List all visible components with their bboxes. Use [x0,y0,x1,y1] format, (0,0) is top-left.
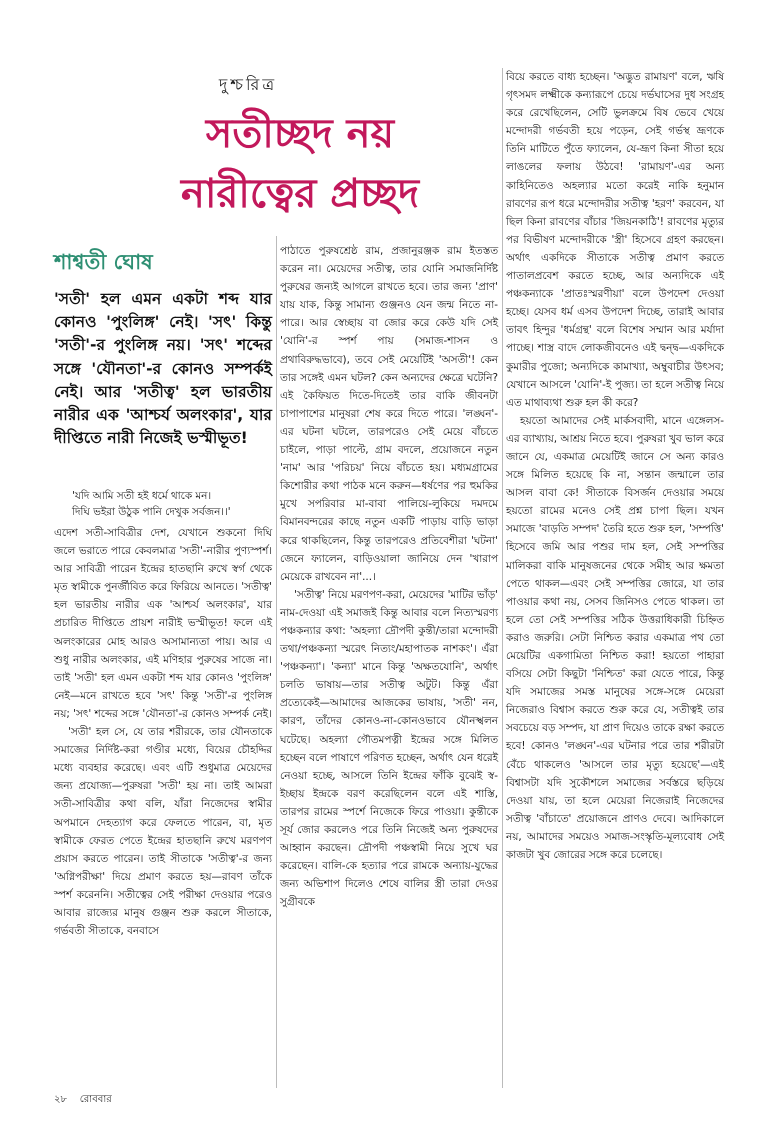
body-paragraph: বিয়ে করতে বাধ্য হচ্ছেন। 'অদ্ভুত রামায়ণ' বলে, ঋষি গৃৎসমদ লক্ষ্মীকে কন্যারূপে চেয়ে দর্ভঘাসের দুধ সংগ্রহ করে রেখেছিলেন, সেটি ভুলক্রমে বিষ ভেবে খেয়ে মন্দোদরী গর্ভবতী হয়ে পড়েন, সেই গর্ভস্থ ভ্রূণকে তিনি মাটিতে পুঁতে ফ্যালেন, যে-ভ্রূণ কিনা সীতা হয়ে লাঙলের ফলায় উঠবে! 'রামায়ণ'-এর অন্য কাহিনিতেও অহল্যার মতো করেই নাকি হনুমান রাবণের রূপ ধরে মন্দোদরীর সতীত্ব 'হরণ' করবেন, যা ছিল কিনা রাবণের বাঁচার 'জিয়নকাঠি'! রাবণের মৃত্যুর পর বিভীষণ মন্দোদরীকে 'স্ত্রী' হিসেবে গ্রহণ করছেন। অর্থাৎ একদিকে সীতাকে সতীত্ব প্রমাণ করতে পাতালপ্রবেশ করতে হচ্ছে, আর অন্যদিকে এই পঞ্চকন্যাকে 'প্রাতঃস্মরণীয়া' বলে উপদেশ দেওয়া হচ্ছে। যেসব ধর্ম এসব উপদেশ দিচ্ছে, তারাই আবার তাবৎ হিন্দুর 'ধর্মগ্রন্থ' বলে বিশেষ সম্মান আর মর্যাদা পাচ্ছে। শাস্ত্র বাদে লোকজীবনেও এই দ্বন্দ্ব—একদিকে কুমারীর পুজো; অন্যদিকে কামাখ্যা, অম্বুবাচীর উৎসব; যেখানে আসলে 'যোনি'-ই পুজ্য। তা হলে সতীত্ব নিয়ে এত মাথাব্যথা শুরু হল কী করে? [506,71,724,409]
body-paragraph: 'সতীত্ব' নিয়ে মরণপণ-করা, মেয়েদের 'মাটির ভাঁড়' নাম-দেওয়া এই সমাজই কিন্তু আবার বলে নিত্যস্মরণ্য পঞ্চকন্যার কথা: 'অহল্যা দ্রৌপদী কুন্তী/তারা মন্দোদরী তথা/পঞ্চকন্যা স্মরেৎ নিত্যং/মহাপাতক নাশকং'। এঁরা 'পঞ্চকন্যা'। 'কন্যা' মানে কিন্তু 'অক্ষতযোনি', অর্থাৎ চলতি ভাষায়—তার সতীত্ব অটুট। কিন্তু এঁরা প্রত্যেকেই—আমাদের আজকের ভাষায়, 'সতী' নন, কারণ, তাঁদের কোনও-না-কোনওভাবে যৌনস্খলন ঘটেছে। অহল্যা গৌতমপত্নী ইন্দ্রের সঙ্গে মিলিত হচ্ছেন বলে পাষাণে পরিণত হচ্ছেন, অর্থাৎ যেন ধরেই নেওয়া হচ্ছে, আসলে তিনি ইন্দ্রের ফাঁকি বুঝেই স্ব-ইচ্ছায় ইন্দ্রকে বরণ করেছিলেন বলে এই শাস্তি, তারপর রামের স্পর্শে নিজেকে ফিরে পাওয়া। কুন্তীকে সূর্য জোর করলেও পরে তিনি নিজেই অন্য পুরুষদের আহ্বান করছেন। দ্রৌপদী পঞ্চস্বামী নিয়ে সুখে ঘর করেছেন। বালি-কে হত্যার পরে রামকে অন্যায়-যুদ্ধের জন্য অভিশাপ দিলেও শেষে বালির স্ত্রী তারা দেওর সুগ্রীবকে [280,588,498,909]
body-paragraph: 'সতী' হল সে, যে তার শরীরকে, তার যৌনতাকে সমাজের নির্দিষ্ট-করা গণ্ডীর মধ্যে, বিয়ের চৌহদ্দির মধ্যে ব্যবহার করেছে। এবং এটি শুধুমাত্র মেয়েদের জন্য প্রযোজ্য—পুরুষরা 'সতী' হয় না। তাই আমরা সতী-সাবিত্রীর কথা বলি, যাঁরা নিজেদের স্বামীর অপমানে দেহত্যাগ করে ফেলতে পারেন, বা, মৃত স্বামীকে ফেরত পেতে ইন্দ্রের হাতছানি রুখে মরণপণ প্রয়াস করতে পারেন। তাই সীতাকে 'সতীত্ব'-র জন্য 'অগ্নিপরীক্ষা' দিয়ে প্রমাণ করতে হয়—রাবণ তাঁকে স্পর্শ করেননি। সতীত্বের সেই পরীক্ষা দেওয়ার পরেও আবার রাজ্যের মানুষ গুঞ্জন শুরু করলে সীতাকে, গর্ভবতী সীতাকে, বনবাসে [54,726,272,938]
headline [150,104,450,224]
epigraph-quote [72,488,272,520]
intro-text: 'সতী' হল এমন একটা শব্দ যার কোনও 'পুংলিঙ্গ' নেই। 'সৎ' কিন্তু 'সতী'-র পুংলিঙ্গ নয়। 'সৎ' শব্দের সঙ্গে 'যৌনতা'-র কোনও সম্পর্কই নেই। আর 'সতীত্ব' হল ভারতীয় নারীর এক 'আশ্চর্য অলংকার', যার দীপ্তিতে নারী নিজেই ভস্মীভূত! [54,290,272,448]
body-column-1 [54,524,272,940]
quote-line-2: দিঘি ভইরা উঠুক পানি দেখুক সর্বজন।।' [72,506,231,518]
column-divider [502,68,503,1088]
column-divider [276,236,277,1088]
body-column-3 [506,68,724,864]
body-paragraph: হয়তো আমাদের সেই মার্কসবাদী, মানে এঙ্গেলস-এর ব্যাখ্যায়, আশ্রয় নিতে হবে। পুরুষরা খুব ভাল করে জানে যে, একমাত্র মেয়েটিই জানে সে অন্য কারও সঙ্গে মিলিত হয়েছে কি না, সন্তান জন্মালে তার আসল বাবা কে! সীতাকে বিসর্জন দেওয়ার সময়ে হয়তো রামের মনেও সেই প্রশ্ন চাপা ছিল। যখন সমাজে 'বাড়তি সম্পদ' তৈরি হতে শুরু হল, 'সম্পত্তি' হিসেবে জমি আর পশুর দাম হল, সেই সম্পত্তির মালিকরা বাকি মানুষজনের থেকে সমীহ আর ক্ষমতা পেতে থাকল—এবং সেই সম্পত্তির জোরে, যা তার পাওয়ার কথা নয়, সেসব জিনিসও পেতে থাকল। তা হলে তো সেই সম্পত্তির সঠিক উত্তরাধিকারী চিহ্নিত করাও জরুরি। সেটা নিশ্চিত করার একমাত্র পথ তো মেয়েটির একগামিতা নিশ্চিত করা! হয়তো পাহারা বসিয়ে সেটা কিছুটা 'নিশ্চিত' করা যেতে পারে, কিন্তু যদি সমাজের সমস্ত মানুষের সঙ্গে-সঙ্গে মেয়েরা নিজেরাও বিশ্বাস করতে শুরু করে যে, সতীত্বই তার সবচেয়ে বড় সম্পদ, যা প্রাণ দিয়েও তাকে রক্ষা করতে হবে! কোনও 'লঙ্ঘন'-এর ঘটনার পরে তার শরীরটা বেঁচে থাকলেও 'আসলে তার মৃত্যু হয়েছে'—এই বিশ্বাসটা যদি সুকৌশলে সমাজের সর্বস্তরে ছড়িয়ে দেওয়া যায়, তা হলে মেয়েরা নিজেরাই নিজেদের সতীত্ব 'বাঁচাতে' প্রয়োজনে প্রাণও দেবে। আদিকালে নয়, আমাদের সময়েও সমাজ-সংস্কৃতি-মূল্যবোধ সেই কাজটা খুব জোরের সঙ্গে করে চলেছে। [506,414,724,862]
body-column-2 [280,242,498,911]
publication-name: রোববার [79,1094,112,1105]
headline-line-1: সতীচ্ছদ নয় [205,111,395,157]
intro-standfirst [54,288,272,450]
body-paragraph: এদেশ সতী-সাবিত্রীর দেশ, যেখানে শুকনো দিঘি জলে ভরাতে পারে কেবলমাত্র 'সতী'-নারীর পুণ্যস্পর্শ। আর সাবিত্রী পারেন ইন্দ্রের হাতছানি রুখে স্বর্গ থেকে মৃত স্বামীকে পুনর্জীবিত করে ফিরিয়ে আনতে। 'সতীত্ব' হল ভারতীয় নারীর এক 'আশ্চর্য অলংকার', যার প্রচারিত দীপ্তিতে প্রায়শ নারীই ভস্মীভূত! ফলে এই অলংকারের মোহ আরও অসামান্যতা পায়। আর এ শুধু নারীর অলংকার, এই মণিহার পুরুষের সাজে না। তাই 'সতী' হল এমন একটা শব্দ যার কোনও 'পুংলিঙ্গ' নেই—মনে রাখতে হবে 'সৎ' কিন্তু 'সতী'-র পুংলিঙ্গ নয়; 'সৎ' শব্দের সঙ্গে 'যৌনতা'-র কোনও সম্পর্ক নেই। [54,527,272,720]
page-number: ২৮ [54,1094,67,1105]
page-footer [54,1092,112,1109]
headline-line-2: নারীত্বের প্রচ্ছদ [180,171,420,217]
body-paragraph: পাঠাতে পুরুষশ্রেষ্ঠ রাম, প্রজানুরঞ্জক রাম ইতস্তত করেন না। মেয়েদের সতীত্ব, তার যোনি সমাজনির্দিষ্ট পুরুষের জন্যই আগলে রাখতে হবে। তার জন্য 'প্রাণ' যায় যাক, কিন্তু সামান্য গুঞ্জনও যেন জন্ম নিতে না-পারে। আর স্বেচ্ছায় বা জোর করে কেউ যদি সেই 'যোনি'-র স্পর্শ পায় (সমাজ-শাসন ও প্রথাবিরুদ্ধভাবে), তবে সেই মেয়েটিই 'অসতী'! কেন তার সঙ্গেই এমন ঘটল? কেন অন্যদের ক্ষেত্রে ঘটেনি? এই কৈফিয়ত দিতে-দিতেই তার বাকি জীবনটা চাপাপাশের মানুষরা শেষ করে দিতে পারে। 'লঙ্ঘন'-এর ঘটনা ঘটলে, তারপরেও সেই মেয়ে বাঁচতে চাইলে, পাড়া পাল্টে, গ্রাম বদলে, প্রয়োজনে নতুন 'নাম' আর 'পরিচয়' নিয়ে বাঁচতে হয়। মধ্যমগ্রামের কিশোরীর কথা পাঠক মনে করুন—ধর্ষণের পর হুমকির মুখে সপরিবার মা-বাবা পালিয়ে-লুকিয়ে দমদমে বিমানবন্দরের কাছে নতুন একটি পাড়ায় বাড়ি ভাড়া করে থাকছিলেন, কিন্তু তারপরেও প্রতিবেশীরা 'ঘটনা' জেনে ফ্যালেন, বাড়িওয়ালা জানিয়ে দেন 'খারাপ মেয়েকে রাখবেন না'...। [280,245,498,583]
section-kicker: দুশ্চরিত্র [218,75,278,94]
author-name: শাশ্বতী ঘোষ [54,250,153,274]
quote-line-1: 'যদি আমি সতী হই ধর্মে থাকে মন। [72,490,212,502]
